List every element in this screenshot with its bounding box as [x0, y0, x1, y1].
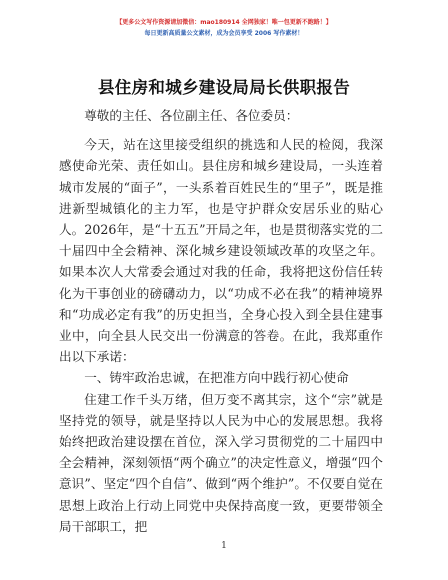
document-title: 县住房和城乡建设局局长供职报告: [98, 78, 350, 97]
promo-banner-line-1: 【更多公文写作资源请加微信：mao180914 全网独家！唯一包更新不跑路！】: [116, 19, 332, 26]
promo-banner-line-2: 每日更新高质量公文素材，成为会员享受 2006 写作素材！: [144, 30, 304, 37]
salutation: 尊敬的主任、各位副主任、各位委员：: [84, 108, 299, 123]
body-paragraph-section-1: 住建工作千头万绪，但万变不离其宗，这个“宗”就是坚持党的领导，就是坚持以人民为中心的发展思想。我将始终把政治建设摆在首位，深入学习贯彻党的二十届四中全会精神，深刻领悟“两个确立”的决定性意义，增强“四个意识”、坚定“四个自信”、做到“两个维护”。不仅要自觉在思想上政治上行动上同党中央保持高度一致，更要带领全局干部职工，把: [59, 391, 383, 534]
body-paragraph-intro: 今天，站在这里接受组织的挑选和人民的检阅，我深感使命光荣、责任如山。县住房和城乡建设局，一头连着城市发展的“面子”，一头系着百姓民生的“里子”，既是推进新型城镇化的主力军，也是守护群众安居乐业的贴心人。2026年，是“十五五”开局之年，也是贯彻落实党的二十届四中全会精神、深化城乡建设领域改革的攻坚之年。如果本次人大常委会通过对我的任命，我将把这份信任转化为干事创业的磅礴动力，以“功成不必在我”的精神境界和“功成必定有我”的历史担当，全身心投入到全县住建事业中，向全县人民交出一份满意的答卷。在此，我郑重作出以下承诺：: [59, 137, 383, 365]
page-number: 1: [221, 541, 227, 551]
document-body: [59, 105, 383, 537]
section-heading-1: 一、铸牢政治忠诚，在把准方向中践行初心使命: [84, 370, 349, 386]
